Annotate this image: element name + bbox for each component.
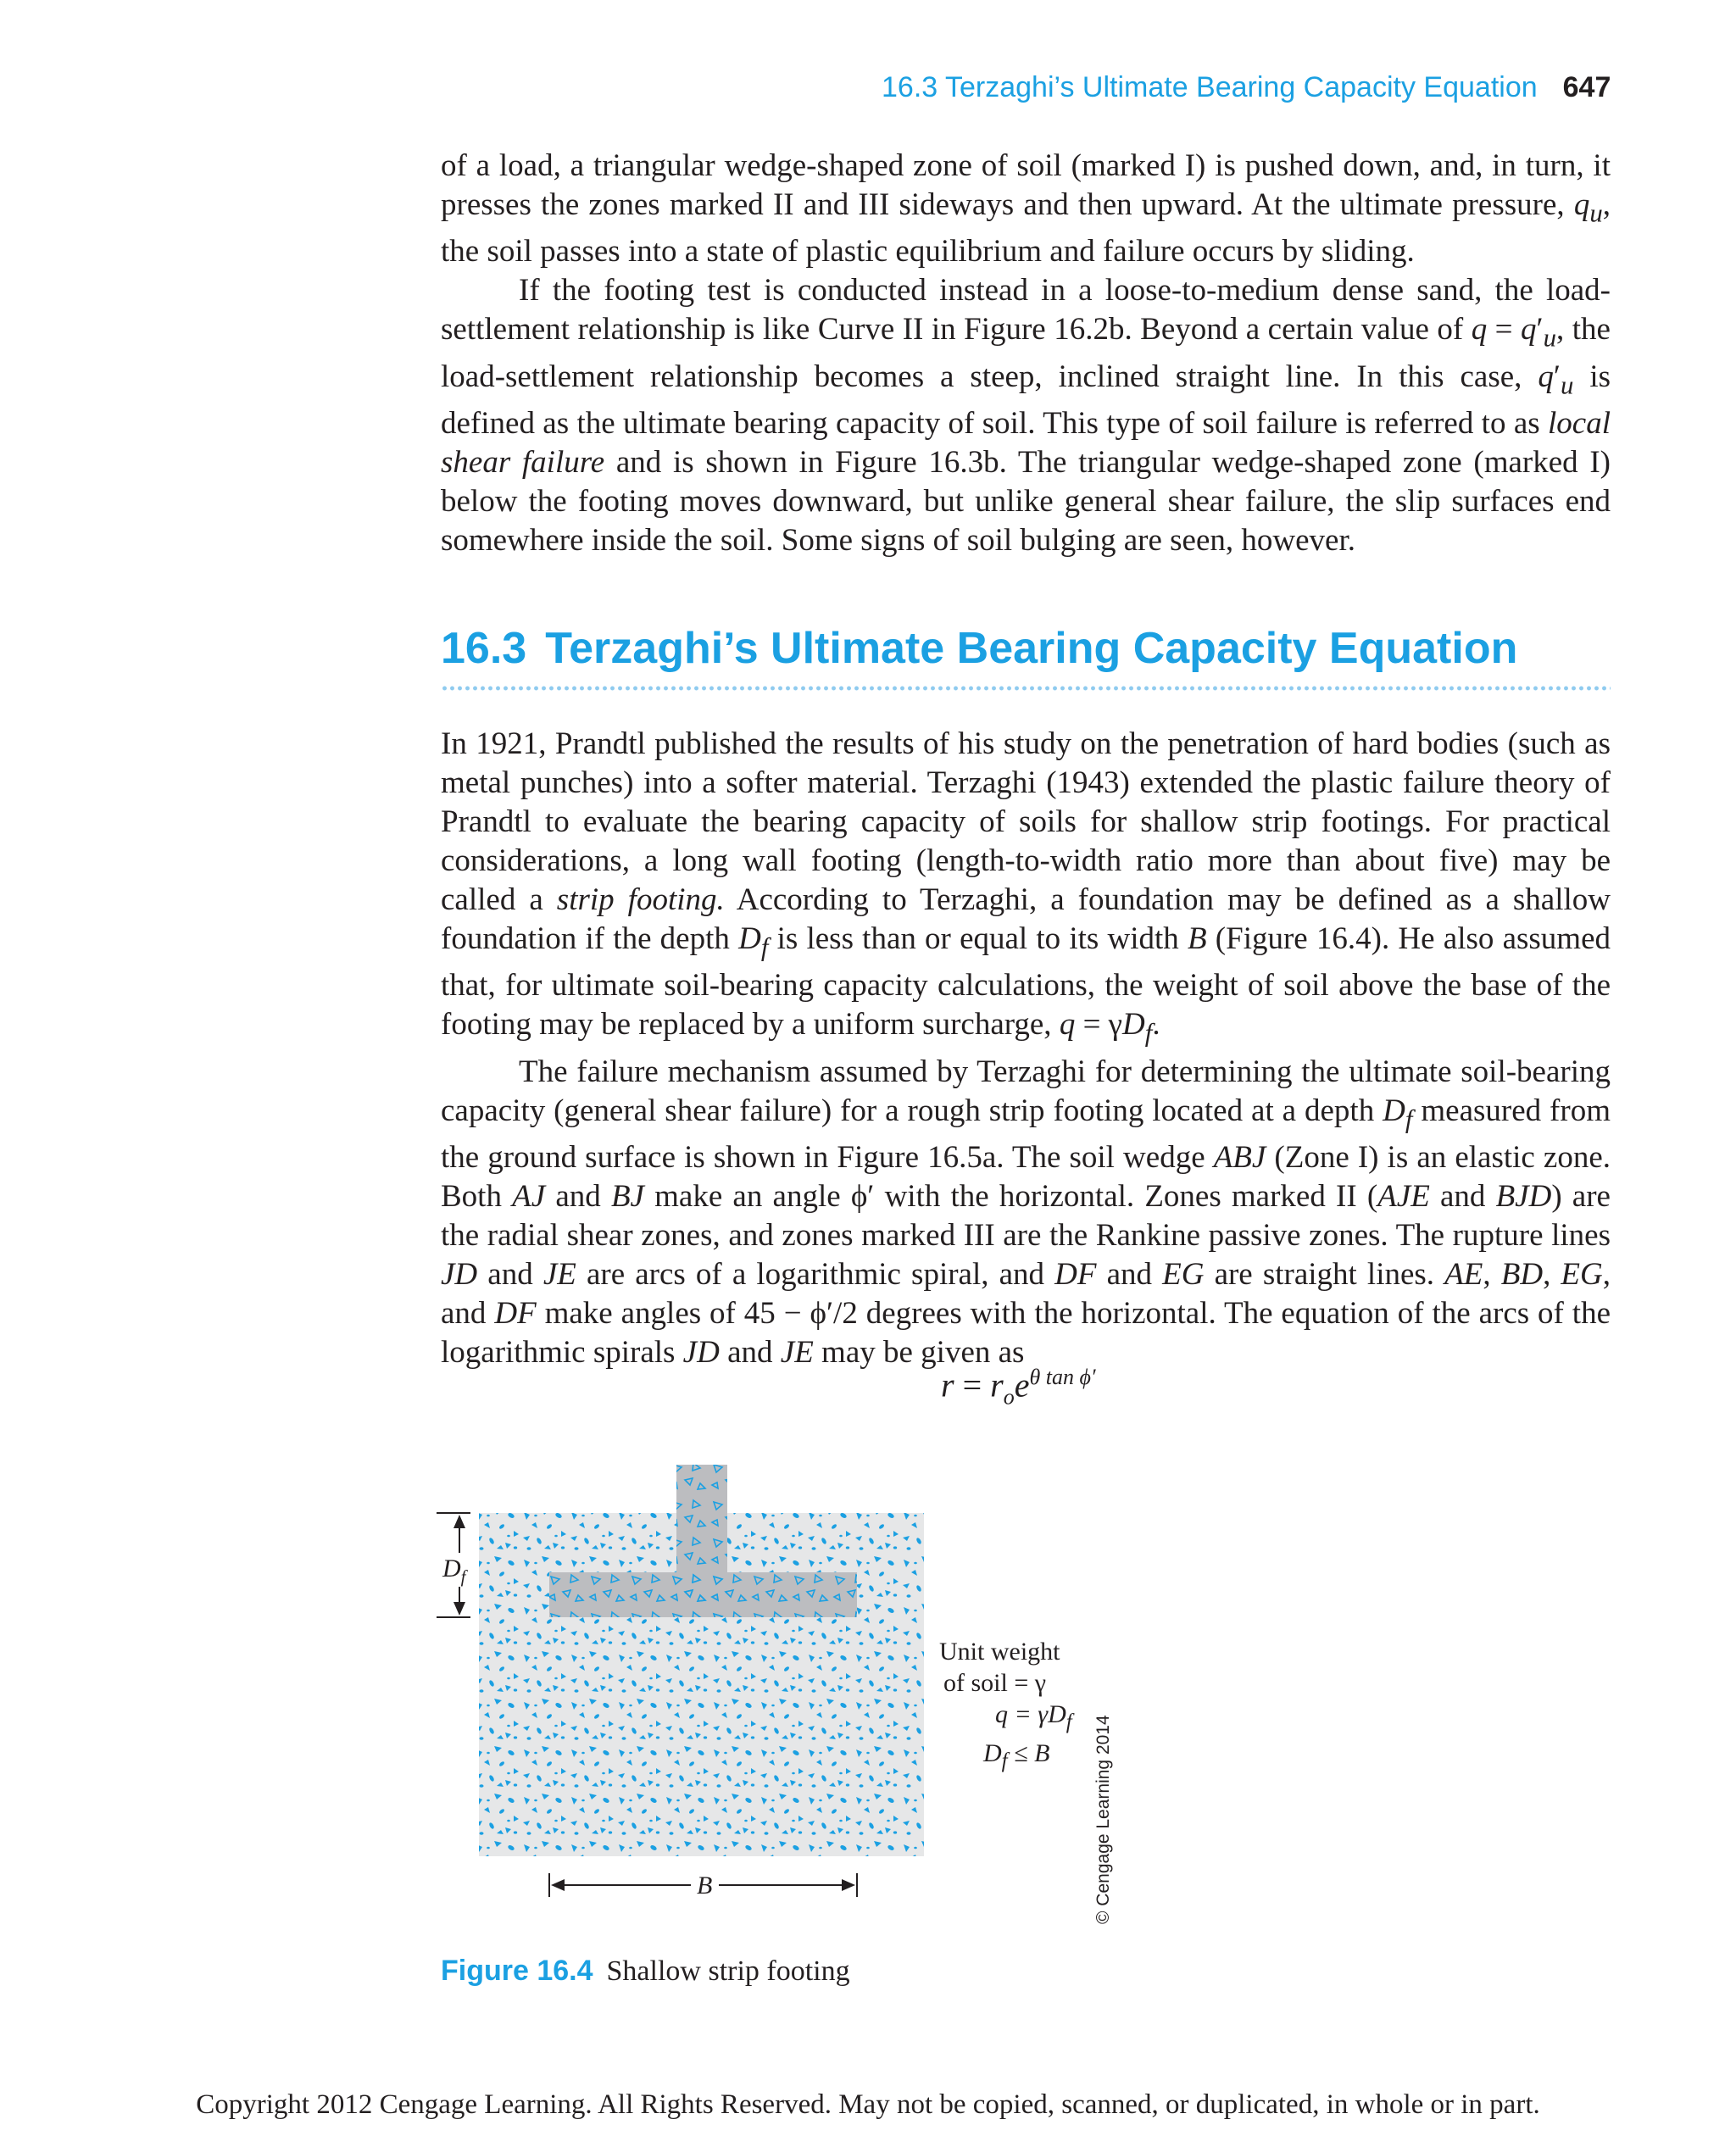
figure-credit: © Cengage Learning 2014 [1093,1715,1113,1924]
figure-caption [441,1955,850,1988]
running-head-title: 16.3 Terzaghi’s Ultimate Bearing Capacity Equation [882,71,1538,103]
dotted-rule [441,685,1611,692]
width-label: B [697,1872,713,1899]
log-spiral-equation: $r = r_oe^{\theta tan \phi'}$ [941,1365,1096,1410]
strip-footing-figure [424,1458,966,1966]
paragraph: In 1921, Prandtl published the results of his study on the penetration of hard bodies (such as metal punches) into a softer material. Terzaghi (1943) extended the plastic failure theory of Prandtl to evaluate the bearing capacity of soils for shallow strip footings. For practical considerations, a long wall footing (length-to-width ratio more than about five) may be called a strip footing. According to Terzaghi, a foundation may be defined as a shallow foundation if the depth $D_f$ is less than or equal to its width B (Figure 16.4). He also assumed that, for ultimate soil-bearing capacity calculations, the weight of soil above the base of the footing may be replaced by a uniform surcharge, $q = \gamma D_f$. [441,726,1611,1048]
paragraph: The failure mechanism assumed by Terzaghi for determining the ultimate soil-bearing capacity (general shear failure) for a rough strip footing located at a depth $D_f$ measured from the ground surface is shown in Figure 16.5a. The soil wedge ABJ (Zone I) is an elastic zone. Both AJ and BJ make an angle ϕ′ with the horizontal. Zones marked II (AJE and BJD) are the radial shear zones, and zones marked III are the Rankine passive zones. The rupture lines JD and JE are arcs of a logarithmic spiral, and DF and EG are straight lines. AE, BD, EG, and DF make angles of 45 − ϕ′/2 degrees with the horizontal. The equation of the arcs of the logarithmic spirals JD and JE may be given as [441,1054,1611,1371]
body-text-top [441,147,1611,560]
section-title: Terzaghi’s Ultimate Bearing Capacity Equation [545,624,1518,673]
paragraph: of a load, a triangular wedge-shaped zone of soil (marked I) is pushed down, and, in turn, it presses the zones marked II and III sideways and then upward. At the ultimate pressure, $q_u$, the soil passes into a state of plastic equilibrium and failure occurs by sliding. [441,148,1611,270]
figure-annotations [939,1636,1072,1777]
unit-weight-line2: of soil = γ [943,1669,1047,1697]
copyright-notice: Copyright 2012 Cengage Learning. All Rights Reserved. May not be copied, scanned, or duplicated, in whole or in part. [196,2089,1540,2120]
figure-caption-text: Shallow strip footing [606,1955,850,1987]
unit-weight-line1: Unit weight [939,1638,1060,1666]
arrowhead-left-icon [551,1879,565,1891]
arrowhead-right-icon [842,1879,855,1891]
running-head [882,71,1611,104]
depth-label: $D_f$ [442,1555,466,1587]
depth-condition-line: $D_f \le B$ [983,1739,1050,1772]
body-text-main [441,725,1611,1372]
section-heading [441,623,1611,674]
page-number: 647 [1562,71,1611,103]
arrowhead-down-icon [453,1602,465,1616]
surcharge-line: $q = \gamma D_f$ [995,1700,1072,1733]
paragraph: If the footing test is conducted instead in a loose-to-medium dense sand, the load-settlement relationship is like Curve II in Figure 16.2b. Beyond a certain value of $q = q'_u$, the load-settlement relationship becomes a steep, inclined straight line. In this case, $q'_u$ is defined as the ultimate bearing capacity of soil. This type of soil failure is referred to as local shear failure and is shown in Figure 16.3b. The triangular wedge-shaped zone (marked I) below the footing moves downward, but unlike general shear failure, the slip surfaces end somewhere inside the soil. Some signs of soil bulging are seen, however. [441,273,1611,559]
arrowhead-up-icon [453,1515,465,1528]
figure-label: Figure 16.4 [441,1955,593,1987]
section-number: 16.3 [441,624,527,673]
